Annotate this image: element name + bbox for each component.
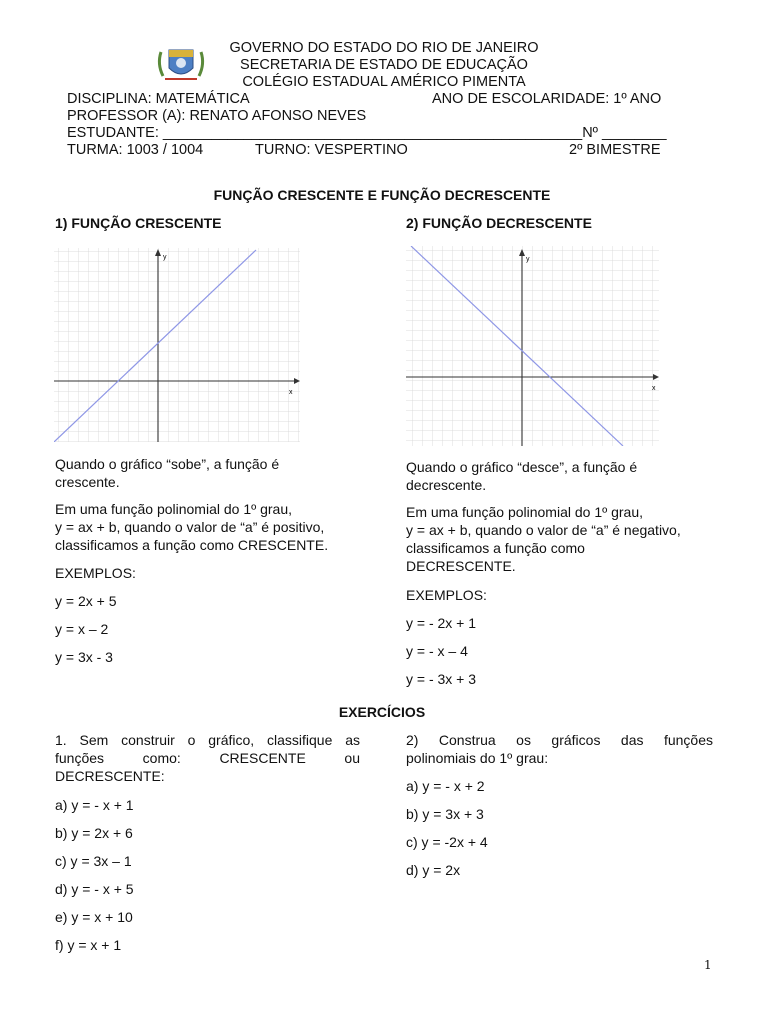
x-axis-label: x	[652, 385, 656, 392]
increasing-examples-label: EXEMPLOS:	[55, 565, 136, 581]
header-bimester: 2º BIMESTRE	[569, 142, 661, 158]
header-school: COLÉGIO ESTADUAL AMÉRICO PIMENTA	[242, 74, 526, 90]
header-class: TURMA: 1003 / 1004	[67, 142, 204, 158]
graph-grid	[406, 246, 659, 446]
decreasing-rule-line2: y = ax + b, quando o valor de “a” é negativo,	[406, 522, 681, 538]
exercises-title: EXERCÍCIOS	[338, 704, 426, 720]
decreasing-example-3: y = - 3x + 3	[406, 671, 477, 687]
increasing-example-1: y = 2x + 5	[55, 593, 117, 609]
increasing-example-2: y = x – 2	[55, 621, 109, 637]
graph-grid	[54, 248, 300, 442]
exercise-1-item-c: c) y = 3x – 1	[55, 853, 132, 869]
exercise-2-item-a: a) y = - x + 2	[406, 778, 485, 794]
header-secretariat: SECRETARIA DE ESTADO DE EDUCAÇÃO	[240, 57, 528, 73]
exercise-1-item-b: b) y = 2x + 6	[55, 825, 133, 841]
decreasing-graph	[406, 246, 659, 446]
page-title: FUNÇÃO CRESCENTE E FUNÇÃO DECRESCENTE	[213, 187, 551, 203]
decreasing-example-1: y = - 2x + 1	[406, 615, 477, 631]
exercise-2-line1: 2) Construa os gráficos das funções	[406, 732, 713, 748]
increasing-graph	[54, 248, 300, 442]
decreasing-rule-line3: classificamos a função como DECRESCENTE.	[406, 540, 585, 574]
exercise-1-item-f: f) y = x + 1	[55, 937, 122, 953]
header-government: GOVERNO DO ESTADO DO RIO DE JANEIRO	[229, 40, 539, 56]
increasing-description: Quando o gráfico “sobe”, a função é crescente.	[55, 456, 280, 490]
y-axis-label: y	[526, 256, 530, 263]
decreasing-example-2: y = - x – 4	[406, 643, 468, 659]
exercise-1-item-e: e) y = x + 10	[55, 909, 133, 925]
increasing-rule-line2: y = ax + b, quando o valor de “a” é positivo,	[55, 519, 325, 535]
header-teacher: PROFESSOR (A): RENATO AFONSO NEVES	[67, 108, 367, 124]
decreasing-rule-line1: Em uma função polinomial do 1º grau,	[406, 504, 644, 520]
decreasing-examples-label: EXEMPLOS:	[406, 587, 487, 603]
x-axis-label: x	[289, 389, 293, 396]
exercise-1-line3: DECRESCENTE:	[55, 768, 165, 784]
exercise-1-line2: funções como: CRESCENTE ou	[55, 750, 360, 766]
heading-decreasing: 2) FUNÇÃO DECRESCENTE	[406, 215, 592, 231]
header-student-line: ESTUDANTE: ____________________________________________________Nº ________	[67, 125, 667, 141]
exercise-1-item-d: d) y = - x + 5	[55, 881, 134, 897]
exercise-2-item-d: d) y = 2x	[406, 862, 461, 878]
header-school-year: ANO DE ESCOLARIDADE: 1º ANO	[432, 91, 662, 107]
exercise-1-line1: 1. Sem construir o gráfico, classifique as	[55, 732, 360, 748]
exercise-1-item-a: a) y = - x + 1	[55, 797, 134, 813]
y-axis-label: y	[163, 254, 167, 261]
heading-increasing: 1) FUNÇÃO CRESCENTE	[55, 215, 222, 231]
increasing-rule-line1: Em uma função polinomial do 1º grau,	[55, 501, 293, 517]
increasing-rule-line3: classificamos a função como CRESCENTE.	[55, 537, 329, 553]
increasing-example-3: y = 3x - 3	[55, 649, 113, 665]
exercise-2-item-c: c) y = -2x + 4	[406, 834, 488, 850]
header-discipline: DISCIPLINA: MATEMÁTICA	[67, 91, 250, 107]
header-shift: TURNO: VESPERTINO	[255, 142, 408, 158]
exercise-2-line2: polinomiais do 1º grau:	[406, 750, 549, 766]
page-number: 1	[704, 958, 712, 972]
decreasing-description: Quando o gráfico “desce”, a função é decrescente.	[406, 459, 638, 493]
exercise-2-item-b: b) y = 3x + 3	[406, 806, 484, 822]
